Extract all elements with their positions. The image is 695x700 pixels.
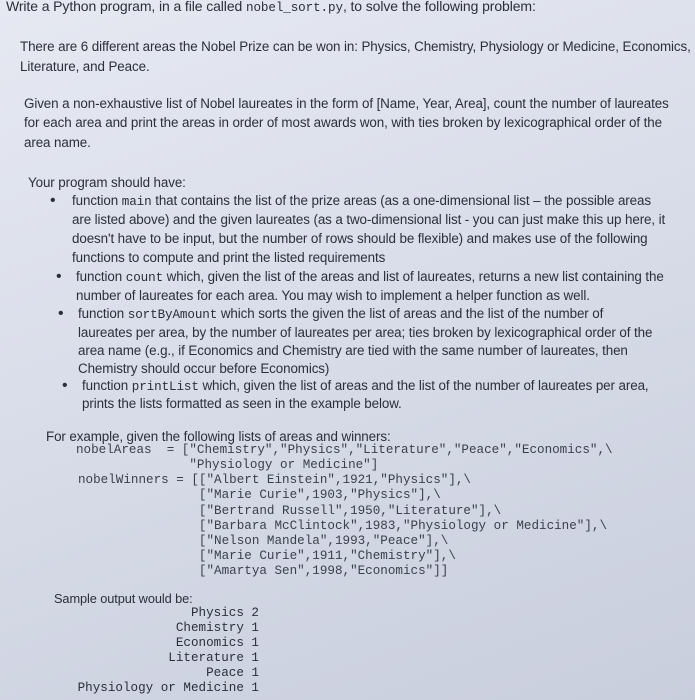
- func-count-code: count: [125, 271, 164, 285]
- bullet-count-pre: function: [76, 269, 126, 284]
- para1-line-2: Literature, and Peace.: [20, 59, 150, 74]
- bullet-main-rest-1: that contains the list of the prize areas (as a one-dimensional list – the possible areas: [151, 193, 651, 208]
- output-line-3: Economics 1: [175, 636, 259, 650]
- requirements-heading: Your program should have:: [28, 175, 186, 190]
- sample-heading: Sample output would be:: [54, 591, 193, 606]
- output-line-5: Peace 1: [206, 666, 259, 680]
- para2-line-2: for each area and print the areas in order of most awards won, with ties broken by lexicographical order of the: [24, 115, 662, 130]
- bullet-print-pre: function: [82, 378, 132, 393]
- output-line-1: Physics 2: [190, 606, 259, 620]
- bullet-print-rest-1: which, given the list of areas and the list of the number of laureates per area,: [198, 378, 649, 393]
- bullet-sort-rest-1: which sorts the given the list of areas and the list of the number of: [217, 306, 604, 321]
- para1-line-1: There are 6 different areas the Nobel Prize can be won in: Physics, Chemistry, Physiology or Medicine, Economics,: [20, 39, 691, 54]
- bullet-print-line-1: [82, 377, 649, 396]
- bullet-sort-line-1: [78, 305, 603, 324]
- bullet-dot: •: [50, 192, 56, 209]
- filename: nobel_sort.py: [245, 1, 343, 15]
- code-line-9: ["Amartya Sen",1998,"Economics"]]: [78, 564, 449, 578]
- bullet-dot: •: [62, 377, 68, 394]
- bullet-main-line-1: [72, 192, 651, 211]
- bullet-dot: •: [56, 268, 62, 285]
- output-line-4: Literature 1: [168, 651, 259, 665]
- example-intro: For example, given the following lists of areas and winners:: [46, 429, 391, 444]
- para2-line-3: area name.: [24, 135, 91, 150]
- code-line-6: ["Barbara McClintock",1983,"Physiology or Medicine"],\: [78, 519, 608, 533]
- bullet-sort-line-3: area name (e.g., if Economics and Chemistry are tied with the same number of laureates, then: [78, 343, 628, 358]
- bullet-count-line-2: number of laureates for each area. You may wish to implement a helper function as well.: [76, 288, 590, 303]
- func-printlist-code: printList: [131, 380, 199, 394]
- output-line-6: Physiology or Medicine 1: [77, 681, 259, 695]
- bullet-sort-pre: function: [78, 306, 128, 321]
- func-sortbyamount-code: sortByAmount: [127, 308, 218, 322]
- bullet-sort-line-2: laureates per area, by the number of laureates per area; ties broken by lexicographical order of the: [78, 325, 653, 340]
- bullet-print-line-2: prints the lists formatted as seen in the example below.: [82, 396, 402, 411]
- header-suffix: , to solve the following problem:: [342, 0, 536, 14]
- assignment-header: [6, 0, 536, 17]
- header-prefix: Write a Python program, in a file called: [6, 0, 246, 14]
- bullet-main-line-4: functions to compute and print the listed requirements: [72, 250, 386, 265]
- code-line-1: nobelAreas = ["Chemistry","Physics","Literature","Peace","Economics",\: [76, 443, 613, 457]
- code-line-5: ["Bertrand Russell",1950,"Literature"],\: [78, 504, 502, 518]
- code-line-7: ["Nelson Mandela",1993,"Peace"],\: [78, 534, 449, 548]
- bullet-count-rest-1: which, given the list of the areas and list of laureates, returns a new list containing the: [163, 269, 664, 284]
- bullet-main-pre: function: [72, 193, 122, 208]
- bullet-dot: •: [58, 305, 64, 322]
- code-line-2: "Physiology or Medicine"]: [76, 458, 379, 472]
- bullet-sort-line-4: Chemistry should occur before Economics): [78, 361, 330, 376]
- bullet-main-line-2: are listed above) and the given laureates (as a two-dimensional list - you can just make this up here, it: [72, 212, 666, 227]
- bullet-main-line-3: doesn't have to be input, but the number of rows should be flexible) and makes use of the following: [72, 231, 648, 246]
- code-line-8: ["Marie Curie",1911,"Chemistry"],\: [78, 549, 456, 563]
- bullet-count-line-1: [76, 268, 664, 287]
- func-main-code: main: [121, 195, 152, 209]
- code-line-3: nobelWinners = [["Albert Einstein",1921,"Physics"],\: [78, 473, 471, 487]
- code-line-4: ["Marie Curie",1903,"Physics"],\: [78, 488, 441, 502]
- para2-line-1: Given a non-exhaustive list of Nobel laureates in the form of [Name, Year, Area], count the number of laureates: [24, 96, 669, 111]
- output-line-2: Chemistry 1: [175, 621, 259, 635]
